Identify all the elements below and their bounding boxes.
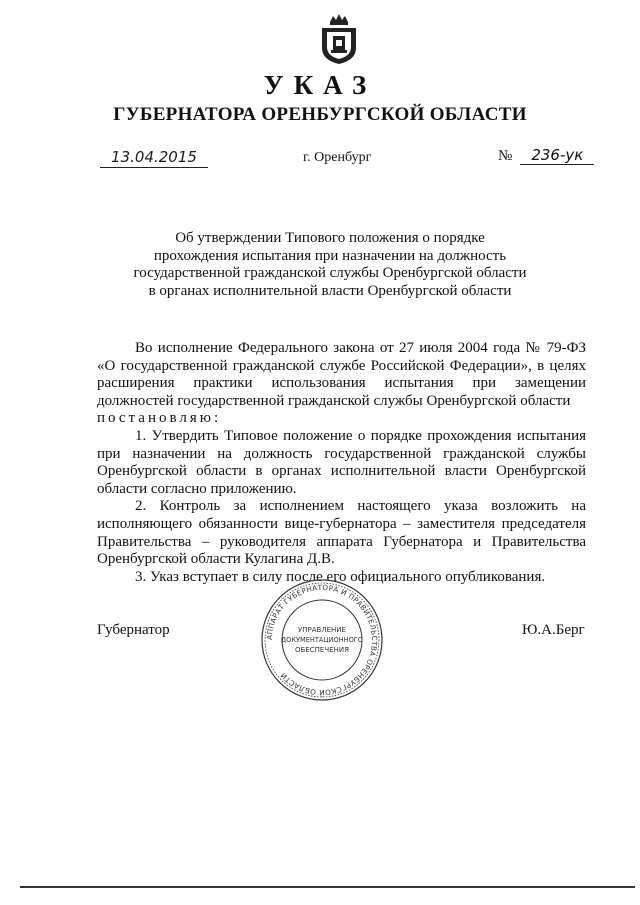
signatory-name: Ю.А.Берг (522, 622, 585, 638)
decree-word: постановляю: (97, 410, 222, 427)
heading-line: в органах исполнительной власти Оренбургской области (148, 282, 512, 299)
item-2-paragraph: 2. Контроль за исполнением настоящего указа возложить на исполняющего обязанности вице-губернатора – заместителя председателя Правительства – руководителя аппарата Губернатора и Правительства Оренбургской области Кулагина Д.В. (97, 498, 586, 568)
document-number-block (498, 146, 594, 165)
document-subtitle: ГУБЕРНАТОРА ОРЕНБУРГСКОЙ ОБЛАСТИ (113, 104, 527, 125)
coat-of-arms-icon (318, 12, 360, 66)
document-title: УКАЗ (263, 70, 377, 100)
document-date: 13.04.2015 (100, 148, 208, 168)
signatory-position: Губернатор (97, 622, 170, 638)
official-stamp (258, 578, 386, 702)
heading-line: Об утверждении Типового положения о порядке (175, 230, 485, 246)
item-3-paragraph: 3. Указ вступает в силу после его официального опубликования. (135, 568, 546, 585)
stamp-outer-text: АППАРАТ ГУБЕРНАТОРА И ПРАВИТЕЛЬСТВА ОРЕНБУРГСКОЙ ОБЛАСТИ (264, 582, 380, 698)
document-city: г. Оренбург (303, 150, 372, 165)
heading-line: государственной гражданской службы Оренбургской области (133, 265, 527, 281)
stamp-inner-line: ДОКУМЕНТАЦИОННОГО (281, 636, 363, 644)
document-body (97, 340, 586, 586)
heading-line: прохождения испытания при назначении на должность (153, 247, 507, 264)
item-1-paragraph: 1. Утвердить Типовое положение о порядке прохождения испытания при назначении на должность государственной гражданской службы Оренбургской области в органах исполнительной власти Оренбургской области согласно приложению. (97, 427, 586, 497)
stamp-inner-line: УПРАВЛЕНИЕ (298, 626, 346, 634)
document-heading (120, 230, 540, 300)
intro-paragraph: Во исполнение Федерального закона от 27 июля 2004 года № 79-ФЗ «О государственной гражданской службе Российской Федерации», в целях расширения практики использования испытания при замещении должностей государственной гражданской службы Оренбургской области (97, 340, 586, 409)
document-number: 236-ук (520, 146, 594, 165)
stamp-inner-line: ОБЕСПЕЧЕНИЯ (295, 646, 349, 654)
bottom-divider (20, 886, 635, 888)
number-sign: № (498, 148, 513, 164)
